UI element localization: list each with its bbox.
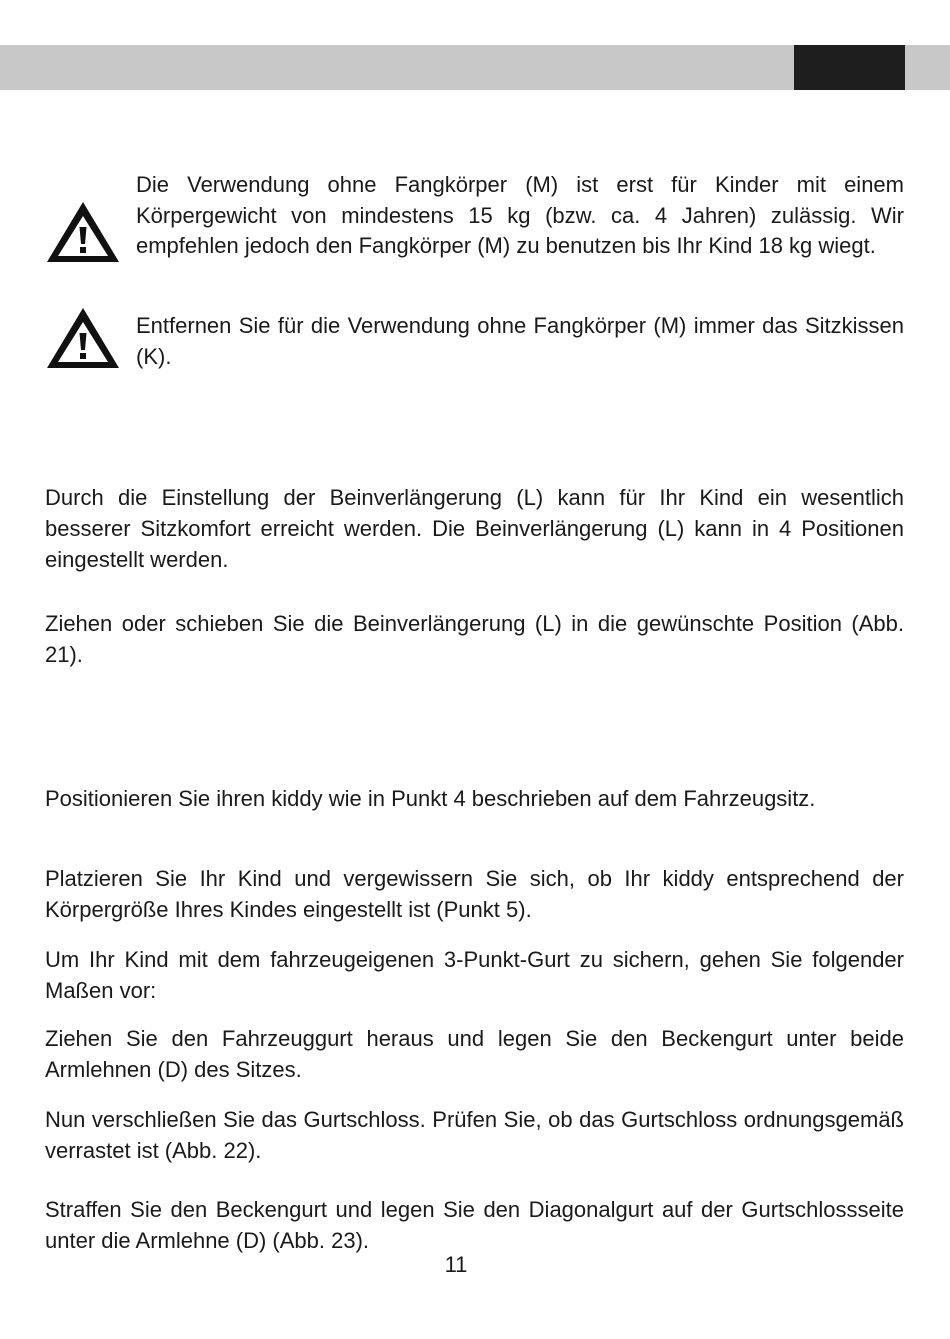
legrest-paragraph-1: Durch die Einstellung der Beinverlängerung (L) kann für Ihr Kind ein wesentlich besserer Sitzkomfort erreicht werden. Die Beinverlängerung (L) kann in 4 Positionen eingestellt werden. — [45, 485, 904, 572]
install-paragraph-2: Platzieren Sie Ihr Kind und vergewissern Sie sich, ob Ihr kiddy entsprechend der Körpergröße Ihres Kindes eingestellt ist (Punkt 5). — [45, 866, 904, 922]
warning-triangle-icon — [45, 200, 121, 264]
page-number: 11 — [444, 1252, 468, 1277]
install-paragraph-5: Nun verschließen Sie das Gurtschloss. Prüfen Sie, ob das Gurtschloss ordnungsgemäß verrastet ist (Abb. 22). — [45, 1107, 904, 1163]
install-paragraph-3: Um Ihr Kind mit dem fahrzeugeigenen 3-Punkt-Gurt zu sichern, gehen Sie folgender Maßen vor: — [45, 947, 904, 1003]
install-paragraph-6: Straffen Sie den Beckengurt und legen Sie den Diagonalgurt auf der Gurtschlossseite unter die Armlehne (D) (Abb. 23). — [45, 1197, 904, 1253]
install-paragraph-1: Positionieren Sie ihren kiddy wie in Punkt 4 beschrieben auf dem Fahrzeugsitz. — [45, 786, 816, 811]
install-paragraph-4: Ziehen Sie den Fahrzeuggurt heraus und legen Sie den Beckengurt unter beide Armlehnen (D) des Sitzes. — [45, 1026, 904, 1082]
warning-triangle-icon — [45, 306, 121, 370]
warning-text-1: Die Verwendung ohne Fangkörper (M) ist erst für Kinder mit einem Körpergewicht von mindestens 15 kg (bzw. ca. 4 Jahren) zulässig. Wir empfehlen jedoch den Fangkörper (M) zu benutzen bis Ihr Kind 18 kg wiegt. — [136, 172, 904, 258]
warning-text-2: Entfernen Sie für die Verwendung ohne Fangkörper (M) immer das Sitzkissen (K). — [136, 313, 904, 369]
header-tab — [794, 45, 905, 90]
legrest-paragraph-2: Ziehen oder schieben Sie die Beinverlängerung (L) in die gewünschte Position (Abb. 21). — [45, 611, 904, 667]
